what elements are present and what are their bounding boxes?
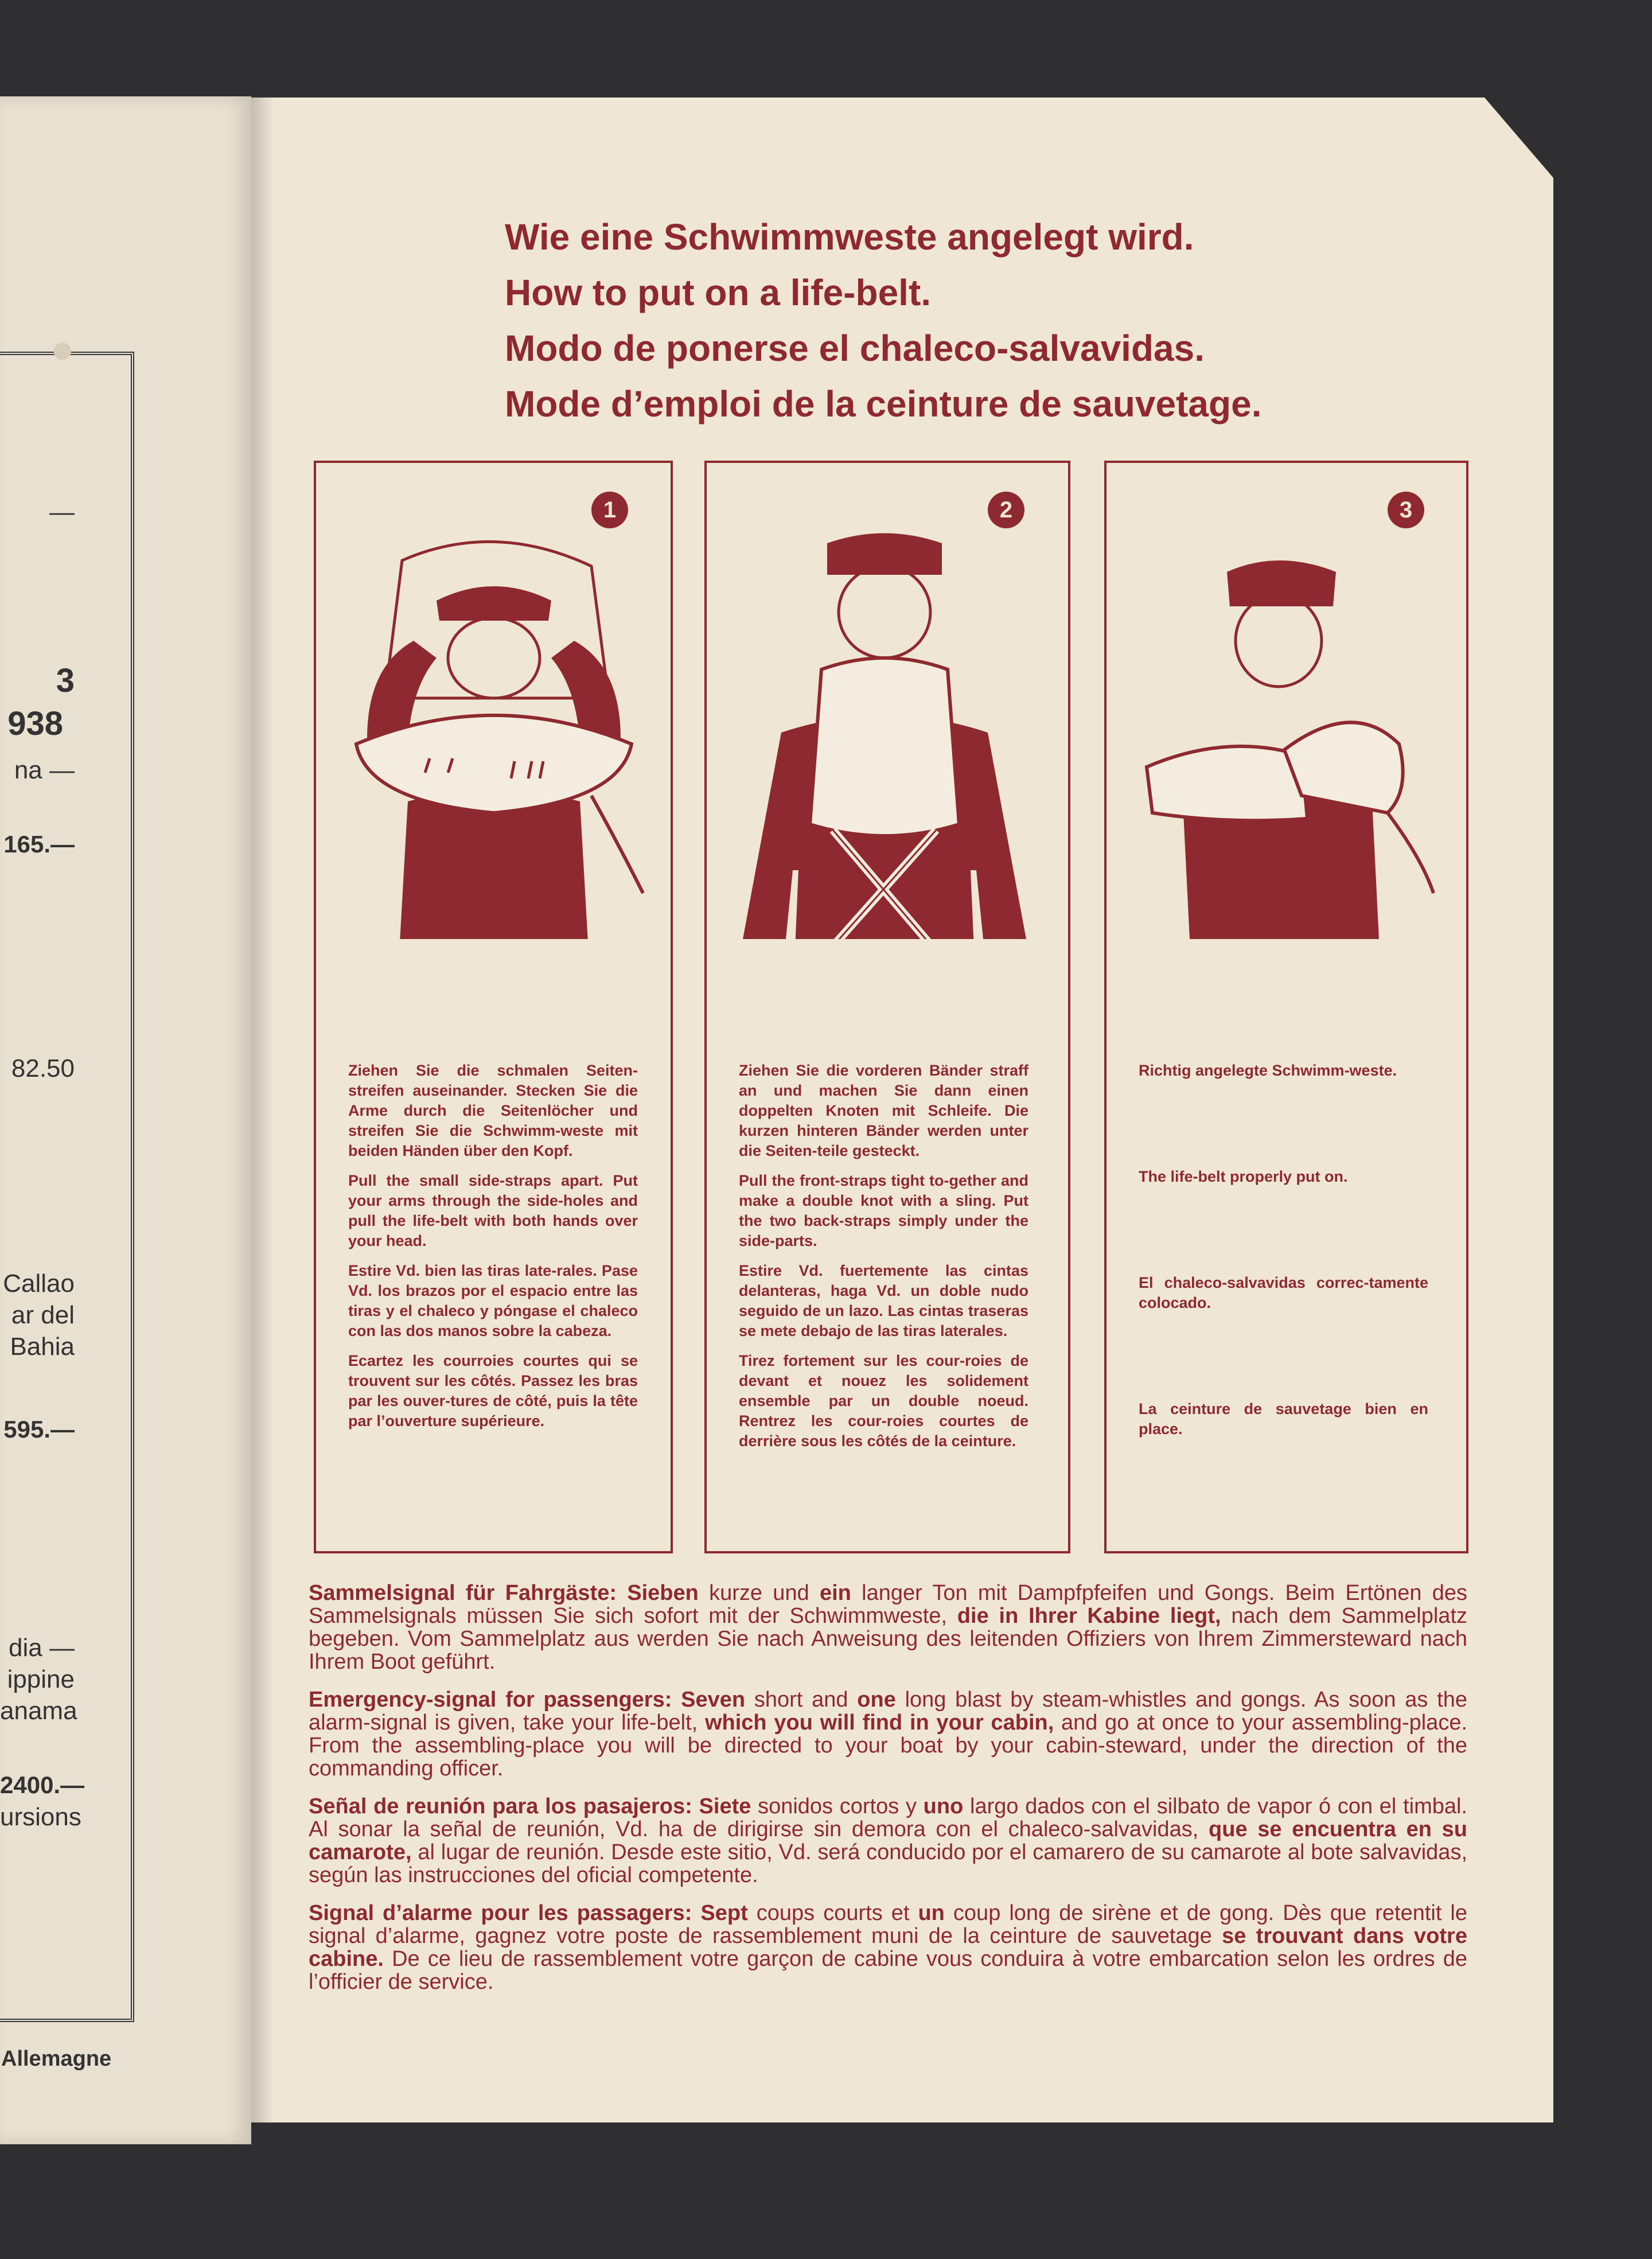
left-page-footer: Allemagne <box>1 2047 112 2071</box>
left-page-line: 938 <box>7 705 63 742</box>
title-english: How to put on a life-belt. <box>505 272 932 313</box>
left-page-line: 165.— <box>3 831 75 858</box>
instruction-german: Ziehen Sie die vorderen Bänder straff an und machen Sie dann einen doppelten Knoten mit Schleife. Die kurzen hinteren Bänder werden unter die Seiten-teile gesteckt. <box>739 1062 1028 1159</box>
instruction-spanish: Estire Vd. fuertemente las cintas delanteras, haga Vd. un doble nudo seguido de un lazo. Las cintas traseras se mete debajo de las tiras laterales. <box>739 1262 1028 1339</box>
panel-1-text <box>348 1061 638 1441</box>
instruction-english: Pull the front-straps tight to-gether and make a double knot with a sling. Put the two back-straps simply under the side-parts. <box>739 1172 1028 1249</box>
left-page-dash: — <box>49 498 75 526</box>
left-page <box>0 96 251 2144</box>
left-page-line: Callao <box>3 1269 75 1298</box>
panel-2-text <box>739 1061 1028 1461</box>
left-page-line: ar del <box>11 1301 75 1329</box>
title-french: Mode d’emploi de la ceinture de sauvetage. <box>505 383 1262 424</box>
left-page-line: na — <box>14 756 75 784</box>
signal-english: Emergency-signal for passengers: Seven short and one long blast by steam-whistles and gongs. As soon as the alarm-signal is given, take your life-belt, which you will find in your cabin, and go at once to your assembling-place. From the assembling-place you will be directed to your boat by your cabin-steward, under the direction of the commanding officer. <box>309 1688 1468 1781</box>
sailor-wearing-lifebelt-illustration <box>1112 526 1456 939</box>
instruction-french: La ceinture de sauvetage bien en place. <box>1139 1400 1428 1438</box>
page-gutter <box>251 98 274 2122</box>
title-spanish: Modo de ponerse el chaleco-salvavidas. <box>505 328 1205 369</box>
signal-french: Signal d’alarme pour les passagers: Sept coups courts et un coup long de sirène et de gong. Dès que retentit le signal d’alarme, gagnez votre poste de rassemblement muni de la ceinture de sauvetage se trouvant dans votre cabine. De ce lieu de rassemblement votre garçon de cabine vous conduira à votre embarcation selon les ordres de l’officier de service. <box>309 1901 1468 1994</box>
instruction-spanish: El chaleco-salvavidas correc-tamente colocado. <box>1139 1274 1428 1311</box>
panel-3-text <box>1139 1061 1428 1525</box>
left-page-line: 82.50 <box>11 1054 75 1082</box>
instruction-english: Pull the small side-straps apart. Put your arms through the side-holes and pull the life-belt with both hands over your head. <box>348 1172 638 1249</box>
left-page-line: 3 <box>56 662 75 699</box>
instruction-panel-2 <box>704 461 1070 1553</box>
title-german: Wie eine Schwimmweste angelegt wird. <box>505 216 1194 258</box>
instruction-french: Ecartez les courroies courtes qui se trouvent sur les côtés. Passez les bras par les ouver-tures de côté, puis la tête par l’ouverture supérieure. <box>348 1352 638 1430</box>
left-page-line: 595.— <box>3 1416 75 1443</box>
left-page-line: ursions <box>0 1803 81 1831</box>
instruction-french: Tirez fortement sur les cour-roies de devant et nouez les solidement ensemble par un double noeud. Rentrez les cour-roies courtes de derrière sous les côtés de la ceinture. <box>739 1352 1028 1450</box>
instruction-spanish: Estire Vd. bien las tiras late-rales. Pase Vd. los brazos por el espacio entre las tiras y el chaleco y póngase el chaleco con las dos manos sobre la cabeza. <box>348 1262 638 1339</box>
signal-spanish: Señal de reunión para los pasajeros: Siete sonidos cortos y uno largo dados con el silbato de vapor ó con el timbal. Al sonar la señal de reunión, Vd. ha de dirigirse sin demora con el chaleco-salvavidas, que se encuentra en su camarote, al lugar de reunión. Desde este sitio, Vd. será conducido por el camarero de su camarote al bote salvavidas, según las instrucciones del oficial competente. <box>309 1794 1467 1887</box>
title-block <box>505 209 1480 432</box>
instruction-panel-3 <box>1104 461 1468 1553</box>
signal-instructions <box>309 1582 1467 2008</box>
instruction-panel-1 <box>314 461 673 1553</box>
instruction-english: The life-belt properly put on. <box>1139 1168 1348 1185</box>
instruction-german: Richtig angelegte Schwimm-weste. <box>1139 1062 1397 1079</box>
step-number-badge: 2 <box>988 492 1024 528</box>
signal-german: Sammelsignal für Fahrgäste: Sieben kurze und ein langer Ton mit Dampfpfeifen und Gongs. Beim Ertönen des Sammelsignals müssen Sie sich sofort mit der Schwimmweste, die in Ihrer Kabine liegt, nach dem Sammelplatz begeben. Vom Sammelplatz aus werden Sie nach Anweisung des leitenden Offiziers von Ihrem Zimmersteward nach Ihrem Boot geführt. <box>309 1581 1468 1674</box>
left-page-line: ippine <box>7 1665 75 1693</box>
left-page-line: 2400.— <box>0 1771 85 1798</box>
instruction-german: Ziehen Sie die schmalen Seiten-streifen auseinander. Stecken Sie die Arme durch die Seitenlöcher und streifen Sie die Schwimm-weste mit beiden Händen über den Kopf. <box>348 1062 638 1159</box>
left-page-line: dia — <box>9 1634 75 1662</box>
step-number-badge: 3 <box>1388 492 1424 528</box>
sailor-pulling-lifebelt-over-head-illustration <box>322 526 666 939</box>
sailor-tying-front-straps-illustration <box>712 526 1057 939</box>
left-page-line: anama <box>0 1697 77 1725</box>
left-page-line: Bahia <box>10 1333 75 1361</box>
left-page-faded-mark: ● <box>50 326 75 371</box>
step-number-badge: 1 <box>591 492 628 528</box>
